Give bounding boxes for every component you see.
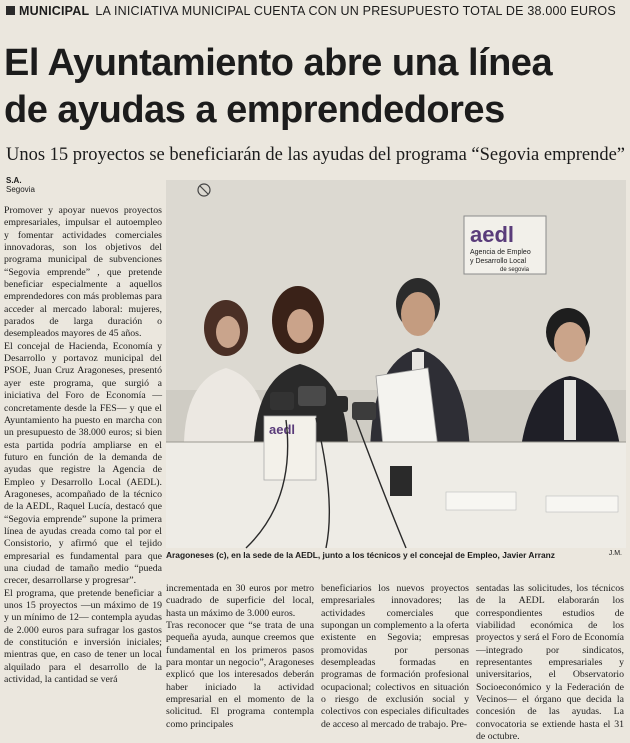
headline-line-2: de ayudas a emprendedores [4, 89, 505, 131]
square-bullet-icon [6, 6, 15, 15]
sign-line-3: de segovia [500, 267, 530, 273]
paragraph: sentadas las solicitudes, los técnicos de la AEDL elaborarán los correspondientes estudios de viabilidad económica de los proyectos y será el Foro de Economía —integrado por sindicatos, representantes empresariales y universitarios, el Observatorio Socioeconómico y la Federación de Vecinos— el órgano que decida la concesión de las ayudas. La convocatoria se extiende hasta el 31 de octubre. [476, 583, 624, 743]
press-photo-illustration [166, 180, 626, 548]
photo-caption [166, 550, 626, 566]
sign-line-2: y Desarrollo Local [470, 258, 527, 265]
paragraph: El concejal de Hacienda, Economía y Desarrollo y portavoz municipal del PSOE, Juan Cruz Aragoneses, presentó ayer este programa, que surgió a iniciativa del Foro de Economía —concretamente desde la FES— y que el Ayuntamiento ha puesto en marcha con un presupuesto de 38.000 euros; si bien esta partida podría ampliarse en el futuro en función de la demanda de ayudas que registre la Agencia de Empleo y Desarrollo Local (AEDL). Aragoneses, acompañado de la técnico de la AEDL, Raquel Lucía, destacó que “Segovia emprende” supone la primera línea de ayudas creada como tal por el Consistorio, y afirmó que el tejido empresarial es fundamental para que una ciudad de tamaño medio “pueda crecer, desarrollarse y progresar”. [4, 340, 162, 587]
headline [4, 40, 626, 134]
byline [6, 176, 35, 194]
paragraph: beneficiarios los nuevos proyectos empresariales innovadores; las actividades comerciales que supongan un complemento a la oferta existente en Segovia; empresas promovidas por personas desempleadas formadas en programas de formación profesional ocupacional; colectivos en situación o riesgo de exclusión social y colectivos con especiales dificultades de acceso al mercado de trabajo. Pre- [321, 583, 469, 730]
paragraph: El programa, que pretende beneficiar a unos 15 proyectos —un máximo de 19 y un mínimo de 12— contempla ayudas de 2.000 euros para sufragar los gastos de constitución e inversión iniciales; mientras que, en caso de tener un local alquilado para el desarrollo de la actividad, la cantidad se verá [4, 587, 162, 686]
press-photo [166, 180, 626, 548]
section-kicker [6, 4, 626, 24]
byline-place: Segovia [6, 185, 35, 194]
photo-credit: J.M. [608, 550, 622, 557]
byline-author: S.A. [6, 176, 22, 185]
article-column-2 [166, 583, 314, 733]
caption-text: Aragoneses (c), en la sede de la AEDL, junto a los técnicos y el concejal de Empleo, Javier Arranz [166, 550, 555, 560]
section-label: MUNICIPAL [19, 4, 90, 18]
paragraph: Promover y apoyar nuevos proyectos empresariales, impulsar el autoempleo y fomentar actividades comerciales innovadoras, son los objetivos del programa municipal de subvenciones “Segovia emprende” , que pretende beneficiar especialmente a aquellos emprendedores con más problemas para acceder al mercado laboral: mujeres, parados de larga duración o desempleados mayores de 45 años. [4, 205, 162, 340]
sign-line-1: Agencia de Empleo [470, 249, 531, 256]
card-logo: aedl [269, 422, 296, 437]
paragraph: Tras reconocer que “se trata de una pequeña ayuda, aunque creemos que fundamental en los primeros pasos para montar un negocio”, Aragoneses explicó que los interesados deberán haber iniciado la actividad empresarial en el momento de la solicitud. El programa contempla como principales [166, 620, 314, 730]
kicker-text: LA INICIATIVA MUNICIPAL CUENTA CON UN PRESUPUESTO TOTAL DE 38.000 EUROS [95, 4, 616, 18]
sign-logo: aedl [470, 222, 515, 247]
headline-line-1: El Ayuntamiento abre una línea [4, 42, 553, 84]
article-column-3 [321, 583, 469, 733]
paragraph: incrementada en 30 euros por metro cuadrado de superficie del local, hasta un máximo de 3.000 euros. [166, 583, 314, 619]
subheadline: Unos 15 proyectos se beneficiarán de las ayudas del programa “Segovia emprende” [6, 145, 626, 165]
article-column-1 [4, 205, 162, 731]
article-column-4 [476, 583, 624, 743]
